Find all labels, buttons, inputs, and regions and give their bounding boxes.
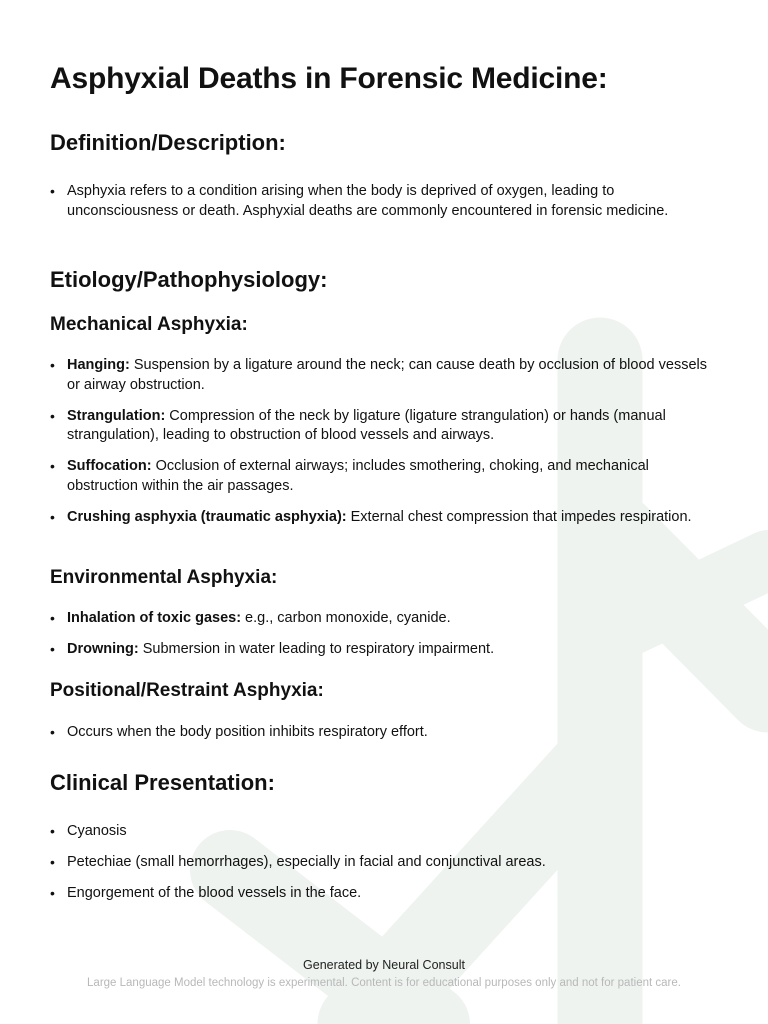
list-item: • Cyanosis (50, 822, 718, 842)
list-item: • Inhalation of toxic gases: e.g., carbon monoxide, cyanide. (50, 609, 718, 629)
list-item: • Strangulation: Compression of the neck by ligature (ligature strangulation) or hands (manual strangulation), leading to obstruction of blood vessels and airways. (50, 407, 718, 446)
list-item: • Suffocation: Occlusion of external airways; includes smothering, choking, and mechanical obstruction within the air passages. (50, 457, 718, 496)
footer-generated: Generated by Neural Consult (303, 958, 465, 972)
mechanical-heading: Mechanical Asphyxia: (50, 314, 248, 335)
list-item: • Occurs when the body position inhibits respiratory effort. (50, 723, 718, 743)
page-title: Asphyxial Deaths in Forensic Medicine: (50, 62, 608, 95)
definition-list (50, 182, 718, 233)
list-item: • Petechiae (small hemorrhages), especially in facial and conjunctival areas. (50, 853, 718, 873)
list-item: • Drowning: Submersion in water leading to respiratory impairment. (50, 640, 718, 660)
definition-heading: Definition/Description: (50, 130, 286, 155)
environmental-list (50, 609, 718, 671)
clinical-list (50, 822, 718, 915)
footer-disclaimer: Large Language Model technology is experimental. Content is for educational purposes only and not for patient care. (87, 977, 681, 989)
list-item: • Engorgement of the blood vessels in the face. (50, 884, 718, 904)
environmental-heading: Environmental Asphyxia: (50, 567, 278, 588)
positional-list (50, 723, 718, 754)
clinical-heading: Clinical Presentation: (50, 770, 275, 795)
positional-heading: Positional/Restraint Asphyxia: (50, 680, 324, 701)
list-item: • Hanging: Suspension by a ligature around the neck; can cause death by occlusion of blood vessels or airway obstruction. (50, 356, 718, 395)
etiology-heading: Etiology/Pathophysiology: (50, 267, 328, 292)
mechanical-list (50, 356, 718, 539)
list-item: • Asphyxia refers to a condition arising when the body is deprived of oxygen, leading to unconsciousness or death. Asphyxial deaths are commonly encountered in forensic medicine. (50, 182, 718, 221)
list-item: • Crushing asphyxia (traumatic asphyxia): External chest compression that impedes respiration. (50, 508, 718, 528)
